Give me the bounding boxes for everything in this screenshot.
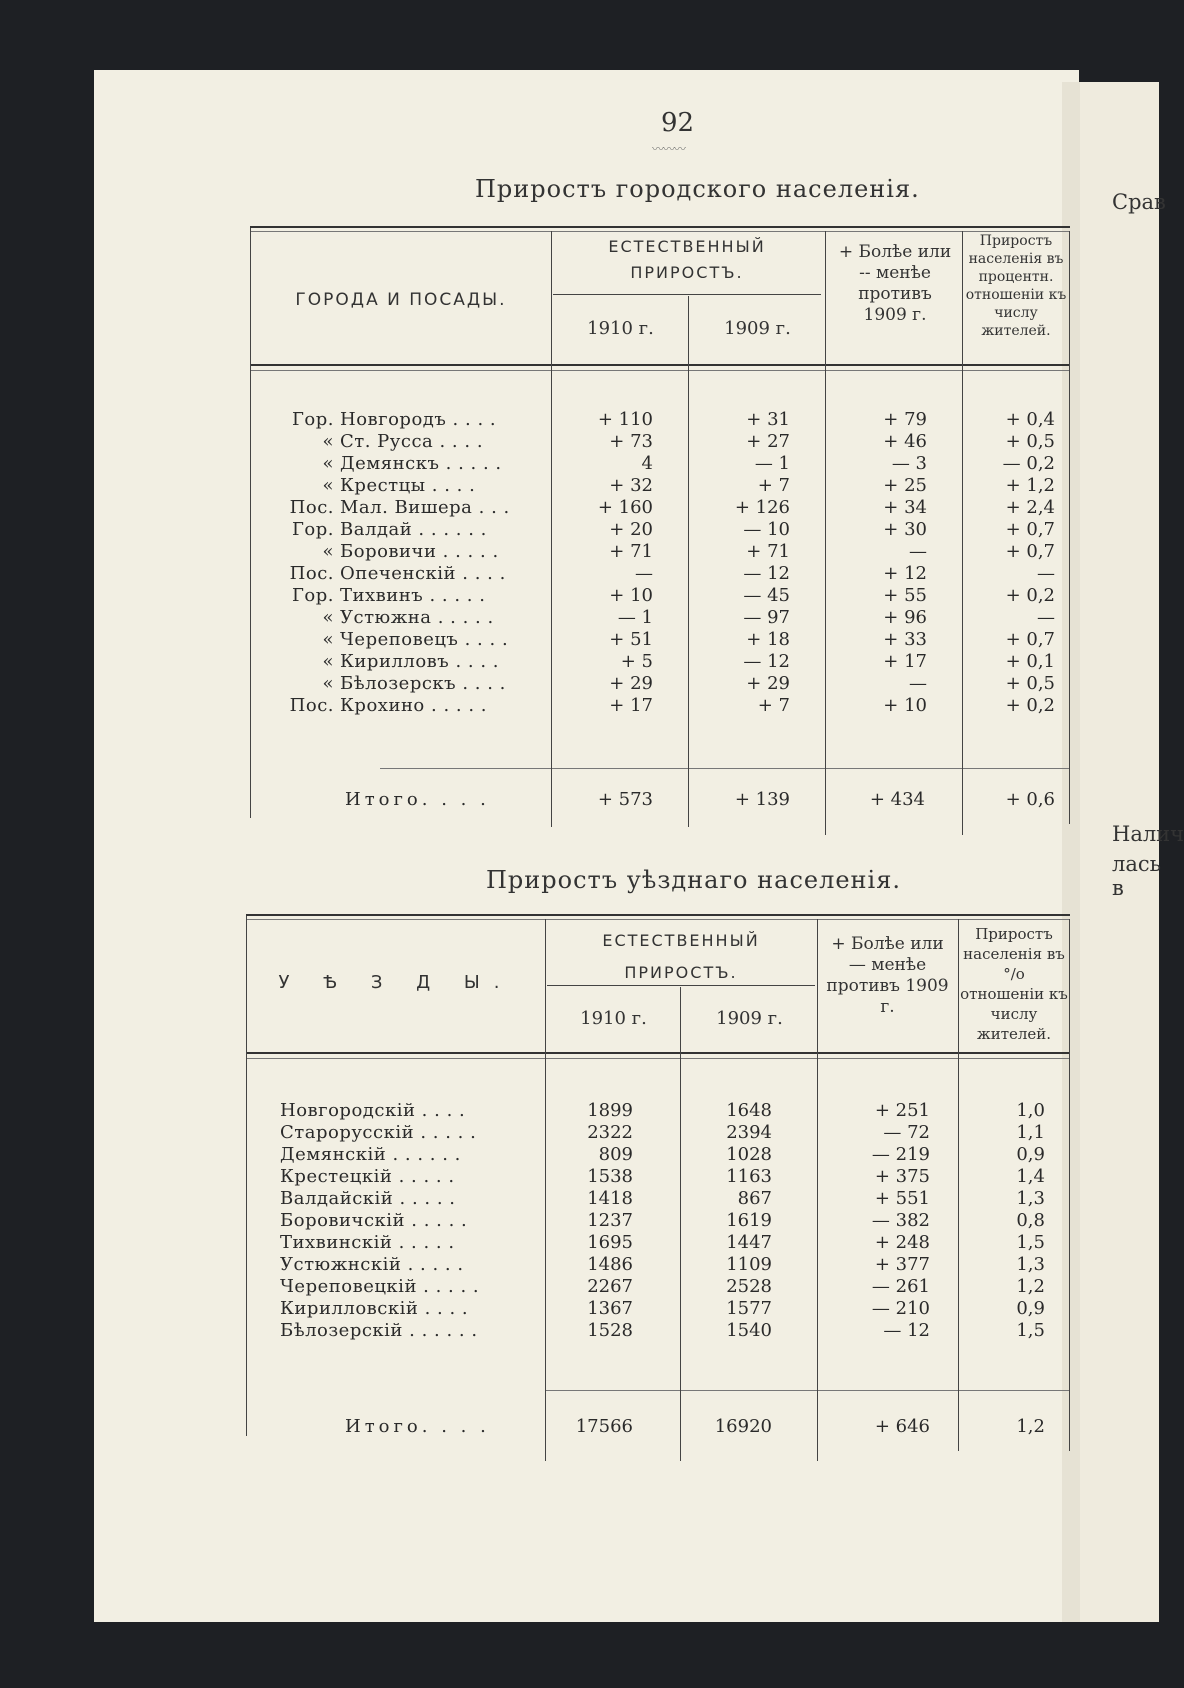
table1-cell-pct: + 0,5 — [1005, 431, 1055, 452]
table1-cell-change: + 33 — [883, 629, 927, 650]
table2-cell-1909: 2394 — [726, 1122, 772, 1143]
table-rule — [545, 768, 1070, 769]
table2-cell-1910: 1695 — [587, 1232, 633, 1253]
page-number-ornament: 〰〰〰 — [652, 142, 686, 156]
table1-cell-pct: + 0,7 — [1005, 519, 1055, 540]
table1-total-1909: + 139 — [734, 789, 790, 810]
table1-header-1910: 1910 г. — [587, 318, 654, 339]
table1-title: Приростъ городского населенія. — [475, 175, 920, 203]
table1-row-name: Опеченскій . . . . — [340, 563, 506, 584]
table1-row-name: Тихвинъ . . . . . — [340, 585, 486, 606]
table2-title: Приростъ уѣзднаго населенія. — [486, 866, 901, 894]
table2-cell-1910: 809 — [598, 1144, 633, 1165]
table1-cell-1909: — 12 — [743, 563, 790, 584]
table1-header-change: + Болѣе или -- менѣе противъ 1909 г. — [838, 242, 952, 325]
table2-row-name: Тихвинскій . . . . . — [280, 1232, 455, 1253]
table1-row-name: Мал. Вишера . . . — [340, 497, 510, 518]
table1-row-prefix: « — [322, 651, 334, 672]
table1-cell-pct: — — [1037, 563, 1055, 584]
table2-header-1910: 1910 г. — [580, 1008, 647, 1029]
table1-cell-1909: — 1 — [754, 453, 790, 474]
table2-cell-1910: 1528 — [587, 1320, 633, 1341]
table1-row-prefix: « — [322, 475, 334, 496]
table1-cell-1910: + 110 — [597, 409, 653, 430]
table-rule — [246, 914, 1070, 916]
table1-row-prefix: « — [322, 673, 334, 694]
table2-cell-change: — 261 — [871, 1276, 930, 1297]
table2-cell-pct: 1,0 — [1016, 1100, 1045, 1121]
table2-cell-1909: 1109 — [726, 1254, 772, 1275]
table1-cell-1910: — 1 — [617, 607, 653, 628]
next-page-fragment: Срав — [1112, 190, 1166, 214]
table2-cell-1910: 2267 — [587, 1276, 633, 1297]
table1-cell-pct: + 2,4 — [1005, 497, 1055, 518]
table1-cell-pct: + 0,7 — [1005, 541, 1055, 562]
table1-cell-change: + 34 — [883, 497, 927, 518]
table1-cell-change: — 3 — [891, 453, 927, 474]
table2-cell-1910: 1418 — [587, 1188, 633, 1209]
table1-row-name: Крестцы . . . . — [340, 475, 476, 496]
table1-cell-change: + 79 — [883, 409, 927, 430]
table1-cell-1909: + 7 — [757, 475, 790, 496]
table1-row-prefix: Гор. — [292, 519, 334, 540]
table1-cell-1909: + 29 — [746, 673, 790, 694]
table2-cell-change: — 210 — [871, 1298, 930, 1319]
table1-cell-pct: + 0,4 — [1005, 409, 1055, 430]
table2-cell-1909: 1028 — [726, 1144, 772, 1165]
table-rule — [1069, 231, 1070, 824]
table1-row-prefix: « — [322, 629, 334, 650]
table1-row-prefix: « — [322, 541, 334, 562]
table1-cell-1909: + 7 — [757, 695, 790, 716]
page-number: 92 — [661, 108, 695, 138]
table1-total-change: + 434 — [869, 789, 925, 810]
table1-row-name: Устюжна . . . . . — [340, 607, 494, 628]
table-rule — [250, 228, 251, 818]
table1-row-prefix: « — [322, 453, 334, 474]
next-page-edge — [1080, 82, 1184, 1622]
table1-cell-1910: 4 — [641, 453, 653, 474]
table1-row-name: Крохино . . . . . — [340, 695, 487, 716]
table-rule — [250, 370, 1070, 371]
table1-row-prefix: Пос. — [289, 497, 334, 518]
table1-total-pct: + 0,6 — [1005, 789, 1055, 810]
table2-cell-pct: 1,3 — [1016, 1254, 1045, 1275]
table1-cell-1909: + 71 — [746, 541, 790, 562]
table2-row-name: Бѣлозерскій . . . . . . — [280, 1320, 478, 1341]
table2-cell-1910: 1367 — [587, 1298, 633, 1319]
table1-cell-1909: — 45 — [743, 585, 790, 606]
table2-row-name: Кирилловскій . . . . — [280, 1298, 469, 1319]
table1-cell-1909: + 31 — [746, 409, 790, 430]
table2-cell-1909: 1577 — [726, 1298, 772, 1319]
table2-cell-1910: 2322 — [587, 1122, 633, 1143]
table2-row-name: Новгородскій . . . . — [280, 1100, 466, 1121]
table2-cell-change: + 251 — [874, 1100, 930, 1121]
table2-cell-1910: 1899 — [587, 1100, 633, 1121]
table-rule — [545, 1390, 1070, 1391]
table1-cell-change: — — [909, 673, 927, 694]
table2-cell-pct: 1,2 — [1016, 1276, 1045, 1297]
table1-cell-change: + 12 — [883, 563, 927, 584]
table1-cell-change: + 46 — [883, 431, 927, 452]
table1-row-name: Кирилловъ . . . . — [340, 651, 500, 672]
table2-row-name: Устюжнскій . . . . . — [280, 1254, 464, 1275]
table-rule — [250, 231, 1070, 232]
table1-cell-pct: + 1,2 — [1005, 475, 1055, 496]
table2-cell-1909: 2528 — [726, 1276, 772, 1297]
table2-row-name: Крестецкій . . . . . — [280, 1166, 455, 1187]
table1-row-name: Новгородъ . . . . — [340, 409, 497, 430]
table1-cell-pct: — — [1037, 607, 1055, 628]
table1-cell-1910: + 29 — [609, 673, 653, 694]
table1-cell-change: + 25 — [883, 475, 927, 496]
table-rule — [553, 294, 821, 295]
table2-row-name: Валдайскій . . . . . — [280, 1188, 456, 1209]
table2-cell-1909: 1619 — [726, 1210, 772, 1231]
table1-cell-pct: + 0,2 — [1005, 695, 1055, 716]
table1-cell-pct: + 0,1 — [1005, 651, 1055, 672]
table2-cell-change: — 219 — [871, 1144, 930, 1165]
table-rule — [246, 1052, 1070, 1054]
table2-row-name: Демянскій . . . . . . — [280, 1144, 461, 1165]
table2-cell-change: + 248 — [874, 1232, 930, 1253]
table1-cell-1909: + 18 — [746, 629, 790, 650]
table2-cell-1909: 1163 — [726, 1166, 772, 1187]
table2-cell-change: + 375 — [874, 1166, 930, 1187]
table2-cell-pct: 1,3 — [1016, 1188, 1045, 1209]
table2-header-percent: Приростъ населенія въ °/о отношеніи къ числу жителей. — [960, 925, 1068, 1043]
table2-row-name: Старорусскій . . . . . — [280, 1122, 477, 1143]
table2-cell-change: — 72 — [883, 1122, 930, 1143]
table1-row-prefix: Гор. — [292, 409, 334, 430]
table2-header-natural: ЕСТЕСТВЕННЫЙ ПРИРОСТЪ. — [602, 931, 760, 982]
table1-cell-1910: + 160 — [597, 497, 653, 518]
table2-cell-change: — 12 — [883, 1320, 930, 1341]
table1-cell-1909: — 12 — [743, 651, 790, 672]
table1-row-prefix: Пос. — [289, 695, 334, 716]
table1-cell-pct: — 0,2 — [1002, 453, 1055, 474]
table1-cell-1909: — 97 — [743, 607, 790, 628]
table2-cell-pct: 1,5 — [1016, 1232, 1045, 1253]
table-rule — [825, 231, 826, 835]
table1-cell-1910: — — [635, 563, 653, 584]
table-rule — [250, 226, 1070, 228]
table2-row-name: Боровичскій . . . . . — [280, 1210, 468, 1231]
table2-cell-change: + 377 — [874, 1254, 930, 1275]
table2-header-first-col: У Ѣ З Д Ы. — [278, 972, 514, 993]
table1-cell-1910: + 17 — [609, 695, 653, 716]
table2-cell-pct: 1,1 — [1016, 1122, 1045, 1143]
table2-cell-1910: 1538 — [587, 1166, 633, 1187]
table2-cell-pct: 0,9 — [1016, 1144, 1045, 1165]
table1-total-label: Итого. . . . — [345, 789, 490, 810]
table1-row-prefix: « — [322, 607, 334, 628]
table1-row-name: Демянскъ . . . . . — [340, 453, 502, 474]
table1-row-name: Боровичи . . . . . — [340, 541, 499, 562]
table1-cell-change: + 10 — [883, 695, 927, 716]
table1-header-1909: 1909 г. — [724, 318, 791, 339]
table-rule — [817, 919, 818, 1461]
table2-cell-1909: 1447 — [726, 1232, 772, 1253]
table1-cell-1910: + 5 — [620, 651, 653, 672]
table2-total-change: + 646 — [874, 1416, 930, 1437]
table2-cell-change: + 551 — [874, 1188, 930, 1209]
table2-total-1909: 16920 — [714, 1416, 772, 1437]
table2-cell-1909: 1540 — [726, 1320, 772, 1341]
table2-cell-1909: 1648 — [726, 1100, 772, 1121]
table1-cell-1909: — 10 — [743, 519, 790, 540]
table-rule — [1069, 919, 1070, 1451]
table1-cell-pct: + 0,2 — [1005, 585, 1055, 606]
table1-cell-pct: + 0,5 — [1005, 673, 1055, 694]
table1-cell-1909: + 126 — [734, 497, 790, 518]
table1-total-1910: + 573 — [597, 789, 653, 810]
next-page-fragment: Налич — [1112, 822, 1184, 846]
table1-row-name: Ст. Русса . . . . — [340, 431, 484, 452]
table1-cell-1910: + 32 — [609, 475, 653, 496]
table1-header-natural: ЕСТЕСТВЕННЫЙ ПРИРОСТЪ. — [608, 237, 766, 282]
table1-row-name: Бѣлозерскъ . . . . — [340, 673, 506, 694]
table2-header-1909: 1909 г. — [716, 1008, 783, 1029]
table1-cell-1910: + 71 — [609, 541, 653, 562]
table1-cell-change: + 55 — [883, 585, 927, 606]
table1-header-percent: Приростъ населенія въ процентн. отношеніи къ числу жителей. — [965, 233, 1067, 339]
table2-cell-pct: 1,5 — [1016, 1320, 1045, 1341]
table2-header-change: + Болѣе или — менѣе противъ 1909 г. — [826, 934, 949, 1017]
next-page-fragment: лась в — [1112, 852, 1162, 900]
table2-total-pct: 1,2 — [1016, 1416, 1045, 1437]
table1-cell-1910: + 73 — [609, 431, 653, 452]
table1-cell-change: — — [909, 541, 927, 562]
table1-cell-1910: + 10 — [609, 585, 653, 606]
table2-cell-pct: 1,4 — [1016, 1166, 1045, 1187]
table1-row-prefix: « — [322, 431, 334, 452]
table1-header-first-col: ГОРОДА И ПОСАДЫ. — [295, 290, 507, 310]
table-rule — [380, 768, 545, 769]
table2-cell-pct: 0,8 — [1016, 1210, 1045, 1231]
table1-cell-1910: + 20 — [609, 519, 653, 540]
table1-cell-1910: + 51 — [609, 629, 653, 650]
table1-cell-change: + 17 — [883, 651, 927, 672]
table2-cell-1909: 867 — [737, 1188, 772, 1209]
table1-row-name: Валдай . . . . . . — [340, 519, 487, 540]
table-rule — [250, 364, 1070, 366]
table1-row-name: Череповецъ . . . . — [340, 629, 509, 650]
table1-row-prefix: Гор. — [292, 585, 334, 606]
table2-total-label: Итого. . . . — [345, 1416, 490, 1437]
table-rule — [246, 919, 1070, 920]
table2-cell-1910: 1237 — [587, 1210, 633, 1231]
table2-total-1910: 17566 — [575, 1416, 633, 1437]
table2-cell-pct: 0,9 — [1016, 1298, 1045, 1319]
table1-cell-change: + 30 — [883, 519, 927, 540]
table2-row-name: Череповецкій . . . . . — [280, 1276, 480, 1297]
table1-cell-change: + 96 — [883, 607, 927, 628]
table2-cell-change: — 382 — [871, 1210, 930, 1231]
table-rule — [246, 1058, 1070, 1059]
table1-cell-1909: + 27 — [746, 431, 790, 452]
table2-cell-1910: 1486 — [587, 1254, 633, 1275]
table1-cell-pct: + 0,7 — [1005, 629, 1055, 650]
table1-row-prefix: Пос. — [289, 563, 334, 584]
